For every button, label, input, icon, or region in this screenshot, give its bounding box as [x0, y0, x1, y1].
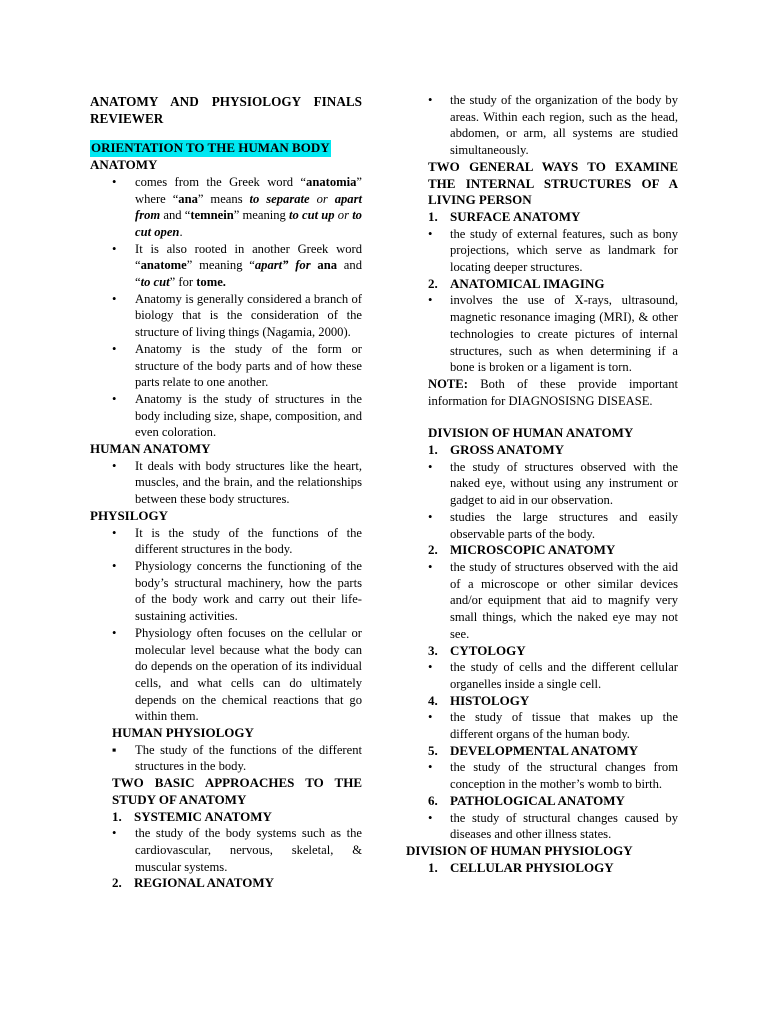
bullet: ▪ — [112, 742, 117, 757]
text: . — [179, 224, 183, 239]
list-item — [428, 759, 678, 792]
left-column — [90, 92, 362, 892]
numbered-heading — [428, 442, 678, 459]
text: or — [309, 191, 335, 206]
list-item — [428, 226, 678, 276]
number: 1. — [428, 442, 438, 458]
numbered-heading — [428, 276, 678, 293]
bullet: • — [428, 559, 433, 574]
document-title: ANATOMY AND PHYSIOLOGY FINALS REVIEWER — [90, 94, 362, 126]
text: comes from the Greek word “ — [135, 174, 307, 189]
number: 4. — [428, 692, 438, 708]
bullet: • — [428, 459, 433, 474]
list-item — [112, 742, 362, 775]
numbered-heading — [428, 793, 678, 810]
bullet: • — [112, 341, 117, 356]
text: to cut open — [135, 208, 362, 239]
bullet: • — [428, 660, 433, 675]
text: anatome — [140, 258, 187, 273]
label: SYSTEMIC ANATOMY — [134, 808, 272, 824]
list-item — [428, 92, 678, 159]
label: CYTOLOGY — [450, 642, 526, 658]
list-item-text: the study of structures observed with the aid of a microscope or other similar devices and/or equipment that aid to magnify very small things, which the naked eye may not see. — [450, 559, 678, 641]
number: 2. — [428, 542, 438, 558]
note-label: NOTE: — [428, 376, 468, 391]
text: anatomia — [306, 174, 357, 189]
text: ” meaning — [233, 208, 290, 223]
text: tome. — [196, 275, 226, 290]
list-item — [428, 292, 678, 376]
list-item-text: the study of structural changes caused by diseases and other illness states. — [450, 810, 678, 842]
text: and “ — [160, 208, 191, 223]
label: DEVELOPMENTAL ANATOMY — [450, 742, 639, 758]
label: SURFACE ANATOMY — [450, 208, 581, 224]
list-item-text: studies the large structures and easily observable parts of the body. — [450, 509, 678, 541]
label: PATHOLOGICAL ANATOMY — [450, 792, 625, 808]
bullet: • — [112, 558, 117, 573]
heading-ways: TWO GENERAL WAYS TO EXAMINE THE INTERNAL STRUCTURES OF A LIVING PERSON — [428, 158, 678, 208]
list-item-text: Physiology concerns the functioning of the body’s structural machinery, how the parts of the body work and carry out their life-sustaining activities. — [135, 558, 362, 624]
bullet: • — [428, 226, 433, 241]
bullet: • — [428, 810, 433, 825]
list-item-text: involves the use of X-rays, ultrasound, magnetic resonance imaging (MRI), & other technologies to create pictures of internal structures, such as when determining if a bone is broken or a ligament is torn. — [450, 293, 678, 375]
number: 1. — [112, 808, 122, 824]
list-item-text: The study of the functions of the different structures in the body. — [135, 742, 362, 774]
text: ” where “ — [135, 174, 362, 206]
spacer — [428, 409, 678, 425]
list-item-text: the study of the body systems such as the cardiovascular, nervous, skeletal, & muscular systems. — [135, 826, 362, 874]
numbered-heading — [428, 860, 678, 877]
list-item-text: the study of the structural changes from conception in the mother’s womb to birth. — [450, 760, 678, 792]
number: 2. — [112, 875, 122, 891]
number: 1. — [428, 208, 438, 224]
bullet: • — [112, 241, 117, 256]
text: It is also rooted in another Greek word “ — [135, 241, 362, 273]
list-item — [428, 810, 678, 843]
text: temnein — [190, 208, 234, 223]
numbered-heading — [428, 743, 678, 760]
label: MICROSCOPIC ANATOMY — [450, 542, 616, 558]
heading-approaches: TWO BASIC APPROACHES TO THE STUDY OF ANATOMY — [112, 775, 362, 807]
bullet: • — [112, 174, 117, 189]
list-item-text: the study of structures observed with the naked eye, without using any instrument or gadget to aid in our observation. — [450, 459, 678, 508]
list-item — [112, 558, 362, 625]
note-text: Both of these provide important information for DIAGNOSISNG DISEASE. — [428, 376, 678, 408]
list-item-text: It is the study of the functions of the different structures in the body. — [135, 525, 362, 557]
list-item-text: Anatomy is the study of structures in the body including size, shape, composition, and even coloration. — [135, 391, 362, 440]
list-item — [112, 458, 362, 508]
list-item — [112, 391, 362, 441]
list-item-text: Anatomy is the study of the form or structure of the body parts and of how these parts relate to one another. — [135, 341, 362, 390]
text: to separate — [249, 191, 310, 206]
list-item — [112, 174, 362, 241]
note — [428, 376, 678, 409]
list-item — [428, 709, 678, 742]
numbered-heading — [428, 693, 678, 710]
bullet: • — [112, 826, 117, 841]
number: 5. — [428, 742, 438, 758]
text: ” means — [197, 191, 250, 206]
list-item — [428, 659, 678, 692]
list-item — [112, 625, 362, 725]
list-item-text: It deals with body structures like the heart, muscles, and the brain, and the relationships between these body structures. — [135, 458, 362, 507]
list-item — [112, 525, 362, 558]
section-highlight-orientation: ORIENTATION TO THE HUMAN BODY — [91, 140, 330, 156]
text: and “ — [135, 258, 362, 290]
label: CELLULAR PHYSIOLOGY — [450, 859, 614, 875]
bullet: • — [112, 391, 117, 406]
bullet: • — [428, 93, 433, 107]
numbered-heading — [428, 542, 678, 559]
text: to cut up — [289, 208, 335, 223]
heading-human-anatomy: HUMAN ANATOMY — [90, 441, 211, 457]
list-item — [428, 459, 678, 509]
list-item — [112, 825, 362, 875]
label: REGIONAL ANATOMY — [134, 875, 275, 891]
text: to cut — [140, 275, 170, 290]
bullet: • — [428, 509, 433, 524]
list-item-text: the study of external features, such as bony projections, which serve as landmark for locating deeper structures. — [450, 226, 678, 275]
text: apart” for — [254, 258, 311, 273]
heading-anatomy: ANATOMY — [90, 157, 158, 173]
heading-physiology: PHYSILOGY — [90, 507, 169, 523]
numbered-heading — [112, 809, 362, 826]
text: or — [334, 208, 353, 223]
bullet: • — [112, 525, 117, 540]
number: 1. — [428, 859, 438, 875]
right-column — [406, 92, 678, 876]
text: ” meaning “ — [186, 258, 255, 273]
heading-division-anatomy: DIVISION OF HUMAN ANATOMY — [428, 425, 634, 441]
list-item-text: the study of the organization of the body by areas. Within each region, such as the head, abdomen, or arm, all systems are studied simultaneously. — [450, 93, 678, 158]
bullet: • — [112, 625, 117, 640]
numbered-heading — [112, 875, 362, 892]
list-item — [428, 559, 678, 643]
label: ANATOMICAL IMAGING — [450, 275, 605, 291]
heading-division-physiology: DIVISION OF HUMAN PHYSIOLOGY — [406, 842, 633, 858]
list-item — [428, 509, 678, 542]
list-item-text: the study of cells and the different cellular organelles inside a single cell. — [450, 660, 678, 691]
list-item — [112, 241, 362, 291]
label: GROSS ANATOMY — [450, 442, 565, 458]
bullet: • — [428, 760, 433, 775]
text: ” for — [169, 275, 197, 290]
numbered-heading — [428, 643, 678, 660]
bullet: • — [112, 291, 117, 306]
number: 3. — [428, 642, 438, 658]
list-item — [112, 291, 362, 341]
bullet: • — [112, 458, 117, 473]
label: HISTOLOGY — [450, 692, 530, 708]
text: ana — [178, 191, 198, 206]
number: 2. — [428, 275, 438, 291]
text: ana — [317, 258, 338, 273]
bullet: • — [428, 710, 433, 725]
number: 6. — [428, 792, 438, 808]
text: apart from — [135, 191, 362, 223]
numbered-heading — [428, 209, 678, 226]
heading-human-physiology: HUMAN PHYSIOLOGY — [112, 725, 254, 741]
bullet: • — [428, 293, 433, 308]
list-item-text: the study of tissue that makes up the different organs of the human body. — [450, 710, 678, 742]
list-item-text: Physiology often focuses on the cellular or molecular level because what the body can do depends on the operation of its individual cells, and what cells can do ultimately depends on the chemical reactions that go within them. — [135, 625, 362, 724]
list-item — [112, 341, 362, 391]
list-item-text: Anatomy is generally considered a branch of biology that is the consideration of the structure of living things (Nagamia, 2000). — [135, 291, 362, 340]
